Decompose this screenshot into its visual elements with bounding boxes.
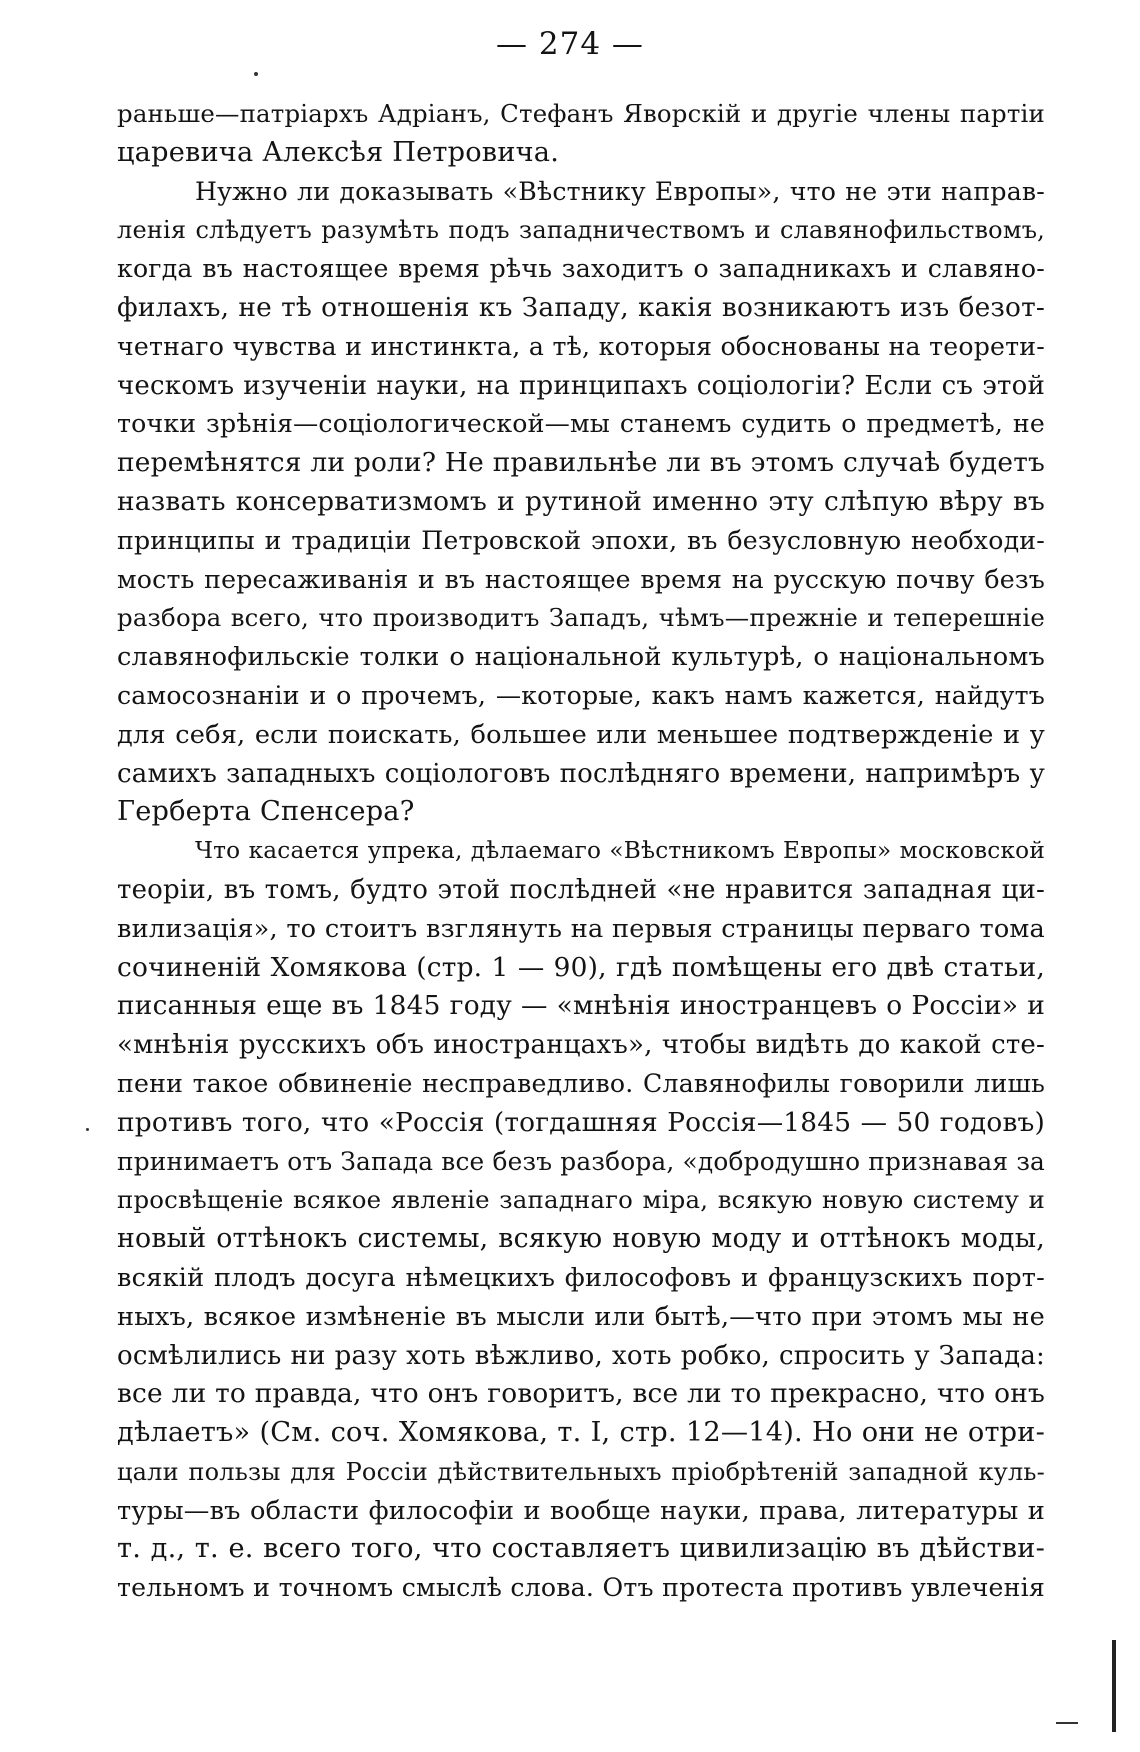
- text-line: принципы и традиціи Петровской эпохи, въ безусловную необходи-: [117, 525, 1045, 555]
- text-line: осмѣлились ни разу хоть вѣжливо, хоть робко, спросить у Запада:: [117, 1340, 1045, 1371]
- text-line: точки зрѣнія—соціологической—мы станемъ судить о предметѣ, не: [117, 409, 1045, 439]
- text-line: мость пересаживанія и въ настоящее время на русскую почву безъ: [117, 564, 1045, 594]
- text-line: туры—въ области философіи и вообще науки, права, литературы и: [117, 1495, 1045, 1526]
- text-line: «мнѣнія русскихъ объ иностранцахъ», чтобы видѣть до какой сте-: [117, 1030, 1045, 1061]
- text-line: писанныя еще въ 1845 году — «мнѣнія иностранцевъ о Россіи» и: [117, 990, 1045, 1022]
- text-line: разбора всего, что производитъ Западъ, чѣмъ—прежніе и теперешніе: [117, 603, 1045, 633]
- text-line: новый оттѣнокъ системы, всякую новую моду и оттѣнокъ моды,: [117, 1223, 1045, 1255]
- text-line: Герберта Спенсера?: [117, 796, 415, 828]
- print-speck: [86, 1128, 89, 1131]
- text-line: просвѣщеніе всякое явленіе западнаго міра, всякую новую систему и: [117, 1185, 1045, 1215]
- page-edge-mark: [1056, 1722, 1078, 1724]
- text-line: пени такое обвиненіе несправедливо. Славянофилы говорили лишь: [117, 1068, 1045, 1098]
- text-line: ныхъ, всякое измѣненіе въ мысли или бытѣ,—что при этомъ мы не: [117, 1301, 1045, 1332]
- text-line: самихъ западныхъ соціологовъ послѣдняго времени, напримѣръ у: [117, 758, 1045, 789]
- text-line: для себя, если поискать, большее или меньшее подтвержденіе и у: [117, 719, 1045, 750]
- text-line: славянофильскіе толки о національной культурѣ, о національномъ: [117, 642, 1045, 673]
- text-line: вилизація», то стоитъ взглянуть на первыя страницы перваго тома: [117, 913, 1045, 944]
- text-line: все ли то правда, что онъ говоритъ, все ли то прекрасно, что онъ: [117, 1378, 1045, 1410]
- text-line: теоріи, въ томъ, будто этой послѣдней «не нравится западная ци-: [117, 874, 1045, 905]
- text-line: четнаго чувства и инстинкта, а тѣ, которыя обоснованы на теорети-: [117, 331, 1045, 361]
- page-edge-mark: [1112, 1640, 1116, 1732]
- text-line: Что касается упрека, дѣлаемаго «Вѣстникомъ Европы» московской: [195, 837, 1045, 865]
- text-line: когда въ настоящее время рѣчь заходитъ о западникахъ и славяно-: [117, 254, 1045, 284]
- text-line: всякій плодъ досуга нѣмецкихъ философовъ и французскихъ порт-: [117, 1262, 1045, 1293]
- text-line: филахъ, не тѣ отношенія къ Западу, какія возникаютъ изъ безот-: [117, 291, 1045, 323]
- text-line: цали пользы для Россіи дѣйствительныхъ пріобрѣтеній западной куль-: [117, 1457, 1045, 1486]
- body-text: [117, 95, 1045, 1608]
- print-speck: [254, 72, 258, 76]
- text-line: тельномъ и точномъ смыслѣ слова. Отъ протеста противъ увлеченія: [117, 1573, 1045, 1603]
- text-line: самосознаніи и о прочемъ, —которые, какъ намъ кажется, найдутъ: [117, 680, 1045, 710]
- text-line: противъ того, что «Россія (тогдашняя Россія—1845 — 50 годовъ): [117, 1106, 1045, 1138]
- text-line: перемѣнятся ли роли? Не правильнѣе ли въ этомъ случаѣ будетъ: [117, 447, 1045, 479]
- text-line: назвать консерватизмомъ и рутиной именно эту слѣпую вѣру въ: [117, 485, 1045, 517]
- text-line: ческомъ изученіи науки, на принципахъ соціологіи? Если съ этой: [117, 370, 1045, 401]
- text-line: царевича Алексѣя Петровича.: [117, 136, 560, 168]
- text-line: дѣлаетъ» (См. соч. Хомякова, т. I, стр. 12—14). Но они не отри-: [117, 1417, 1045, 1449]
- text-line: раньше—патріархъ Адріанъ, Стефанъ Яворскій и другіе члены партіи: [117, 99, 1045, 128]
- text-line: Нужно ли доказывать «Вѣстнику Европы», что не эти направ-: [195, 176, 1045, 206]
- text-line: сочиненій Хомякова (стр. 1 — 90), гдѣ помѣщены его двѣ статьи,: [117, 951, 1045, 983]
- text-line: т. д., т. е. всего того, что составляетъ цивилизацію въ дѣйстви-: [117, 1533, 1045, 1565]
- page-number: — 274 —: [496, 26, 644, 62]
- text-line: ленія слѣдуетъ разумѣть подъ западничествомъ и славянофильствомъ,: [117, 216, 1045, 245]
- text-line: принимаетъ отъ Запада все безъ разбора, «добродушно признавая за: [117, 1146, 1046, 1176]
